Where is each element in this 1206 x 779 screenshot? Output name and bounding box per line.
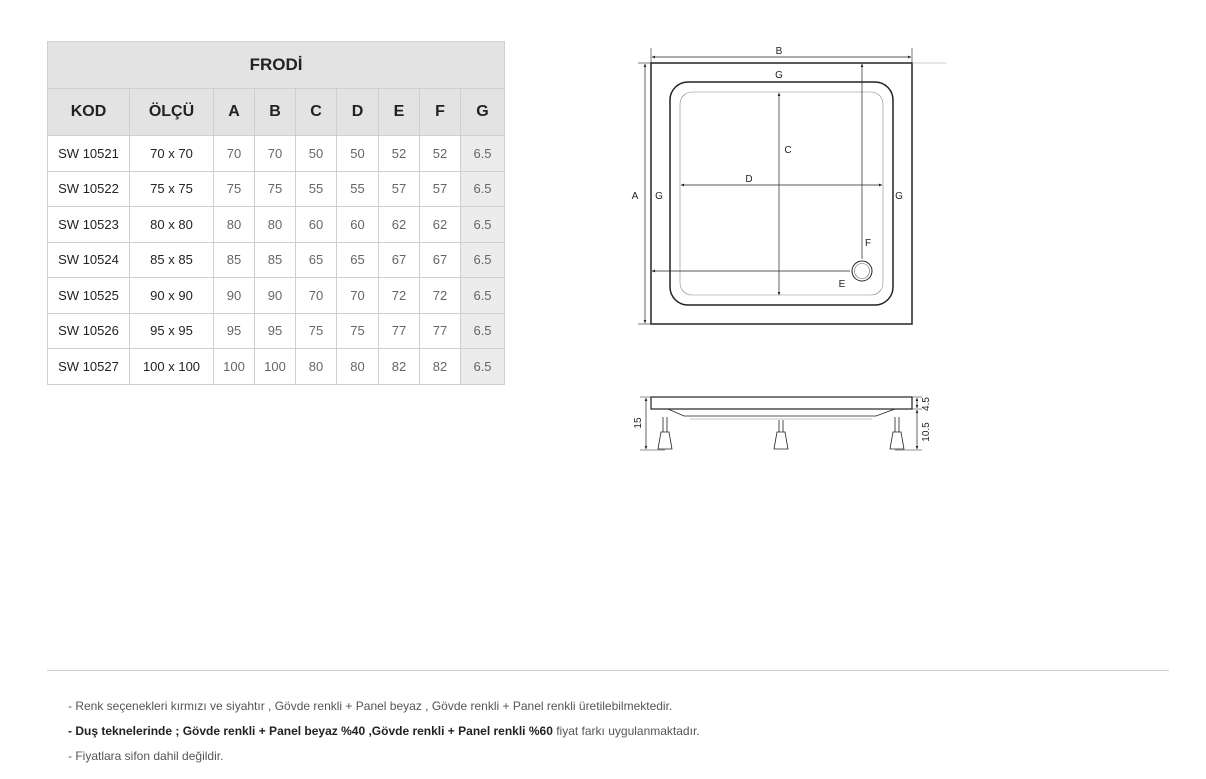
- table-cell: 72: [379, 278, 420, 314]
- table-cell: 75: [214, 171, 255, 207]
- table-cell: 75: [337, 313, 379, 349]
- label-dim-total: 15: [633, 417, 644, 429]
- table-cell: 100: [255, 349, 296, 385]
- leg-center: [774, 420, 788, 449]
- table-cell: 85 x 85: [130, 242, 214, 278]
- table-cell: 57: [420, 171, 461, 207]
- table-cell: 82: [420, 349, 461, 385]
- top-view: [638, 48, 946, 324]
- label-dim-top: 4.5: [921, 397, 932, 411]
- table-cell: 70 x 70: [130, 136, 214, 172]
- table-cell: 95: [214, 313, 255, 349]
- table-cell: SW 10522: [48, 171, 130, 207]
- label-e: E: [838, 279, 846, 290]
- tray-side-rim: [651, 397, 912, 409]
- note-colors-text: - Renk seçenekleri kırmızı ve siyahtır , Gövde renkli + Panel beyaz , Gövde renkli + Panel renkli üretilebilmektedir.: [68, 699, 673, 713]
- label-b: B: [775, 46, 783, 57]
- table-cell: 60: [296, 207, 337, 243]
- column-header: G: [461, 89, 505, 136]
- table-cell: 55: [296, 171, 337, 207]
- label-g-top: G: [775, 70, 783, 81]
- table-cell: 85: [255, 242, 296, 278]
- leg-left: [658, 417, 672, 449]
- table-cell: SW 10524: [48, 242, 130, 278]
- table-cell: 65: [296, 242, 337, 278]
- table-cell: 6.5: [461, 207, 505, 243]
- label-dim-legs: 10.5: [921, 422, 932, 442]
- table-cell: 70: [255, 136, 296, 172]
- table-cell: 57: [379, 171, 420, 207]
- table-cell: SW 10526: [48, 313, 130, 349]
- column-header: F: [420, 89, 461, 136]
- table-cell: 82: [379, 349, 420, 385]
- column-header: B: [255, 89, 296, 136]
- table-cell: 60: [337, 207, 379, 243]
- table-cell: 95: [255, 313, 296, 349]
- table-cell: 52: [420, 136, 461, 172]
- label-g-right: G: [895, 191, 903, 202]
- table-cell: 67: [420, 242, 461, 278]
- table-cell: 85: [214, 242, 255, 278]
- table-cell: 80: [337, 349, 379, 385]
- table-cell: 6.5: [461, 171, 505, 207]
- tray-outer-outline: [651, 63, 912, 324]
- note-price-diff: [68, 724, 700, 738]
- column-header: C: [296, 89, 337, 136]
- table-cell: 77: [379, 313, 420, 349]
- drain-inner-icon: [855, 264, 870, 279]
- column-header: E: [379, 89, 420, 136]
- tray-side-body: [668, 409, 895, 416]
- table-cell: 52: [379, 136, 420, 172]
- table-cell: SW 10521: [48, 136, 130, 172]
- label-f: F: [864, 238, 872, 249]
- table-cell: 90: [255, 278, 296, 314]
- table-cell: 55: [337, 171, 379, 207]
- table-cell: 6.5: [461, 313, 505, 349]
- note-siphon: [68, 749, 223, 763]
- table-cell: 50: [296, 136, 337, 172]
- table-cell: 62: [420, 207, 461, 243]
- tray-inner-outline: [670, 82, 893, 305]
- label-c: C: [784, 145, 792, 156]
- table-cell: 70: [337, 278, 379, 314]
- table-cell: 6.5: [461, 278, 505, 314]
- label-g-left: G: [655, 191, 663, 202]
- table-cell: 6.5: [461, 349, 505, 385]
- table-cell: 50: [337, 136, 379, 172]
- label-a: A: [631, 191, 639, 202]
- leg-right: [890, 417, 904, 449]
- footer-divider: [47, 670, 1169, 671]
- table-cell: 100: [214, 349, 255, 385]
- column-header: ÖLÇÜ: [130, 89, 214, 136]
- table-cell: 6.5: [461, 242, 505, 278]
- tray-basin-outline: [680, 92, 883, 295]
- table-cell: 75: [255, 171, 296, 207]
- table-cell: 72: [420, 278, 461, 314]
- table-cell: 80 x 80: [130, 207, 214, 243]
- label-d: D: [745, 174, 753, 185]
- table-cell: SW 10527: [48, 349, 130, 385]
- table-cell: 80: [214, 207, 255, 243]
- table-cell: 80: [255, 207, 296, 243]
- table-cell: 90 x 90: [130, 278, 214, 314]
- note-price-diff-bold: - Duş teknelerinde ; Gövde renkli + Panel beyaz %40 ,Gövde renkli + Panel renkli %60: [68, 724, 553, 738]
- table-cell: 65: [337, 242, 379, 278]
- table-cell: SW 10525: [48, 278, 130, 314]
- table-title: FRODİ: [48, 42, 505, 89]
- drain-icon: [852, 261, 872, 281]
- column-header: A: [214, 89, 255, 136]
- table-cell: 75: [296, 313, 337, 349]
- table-cell: 70: [296, 278, 337, 314]
- note-siphon-text: - Fiyatlara sifon dahil değildir.: [68, 749, 224, 763]
- column-header: D: [337, 89, 379, 136]
- side-view: [640, 397, 922, 450]
- table-cell: 77: [420, 313, 461, 349]
- note-price-diff-rest: fiyat farkı uygulanmaktadır.: [552, 724, 700, 738]
- table-cell: 67: [379, 242, 420, 278]
- table-cell: 95 x 95: [130, 313, 214, 349]
- table-cell: 70: [214, 136, 255, 172]
- note-colors: [68, 699, 672, 713]
- table-cell: 100 x 100: [130, 349, 214, 385]
- column-header: KOD: [48, 89, 130, 136]
- table-cell: 90: [214, 278, 255, 314]
- table-cell: 6.5: [461, 136, 505, 172]
- table-cell: SW 10523: [48, 207, 130, 243]
- table-cell: 80: [296, 349, 337, 385]
- table-cell: 62: [379, 207, 420, 243]
- table-cell: 75 x 75: [130, 171, 214, 207]
